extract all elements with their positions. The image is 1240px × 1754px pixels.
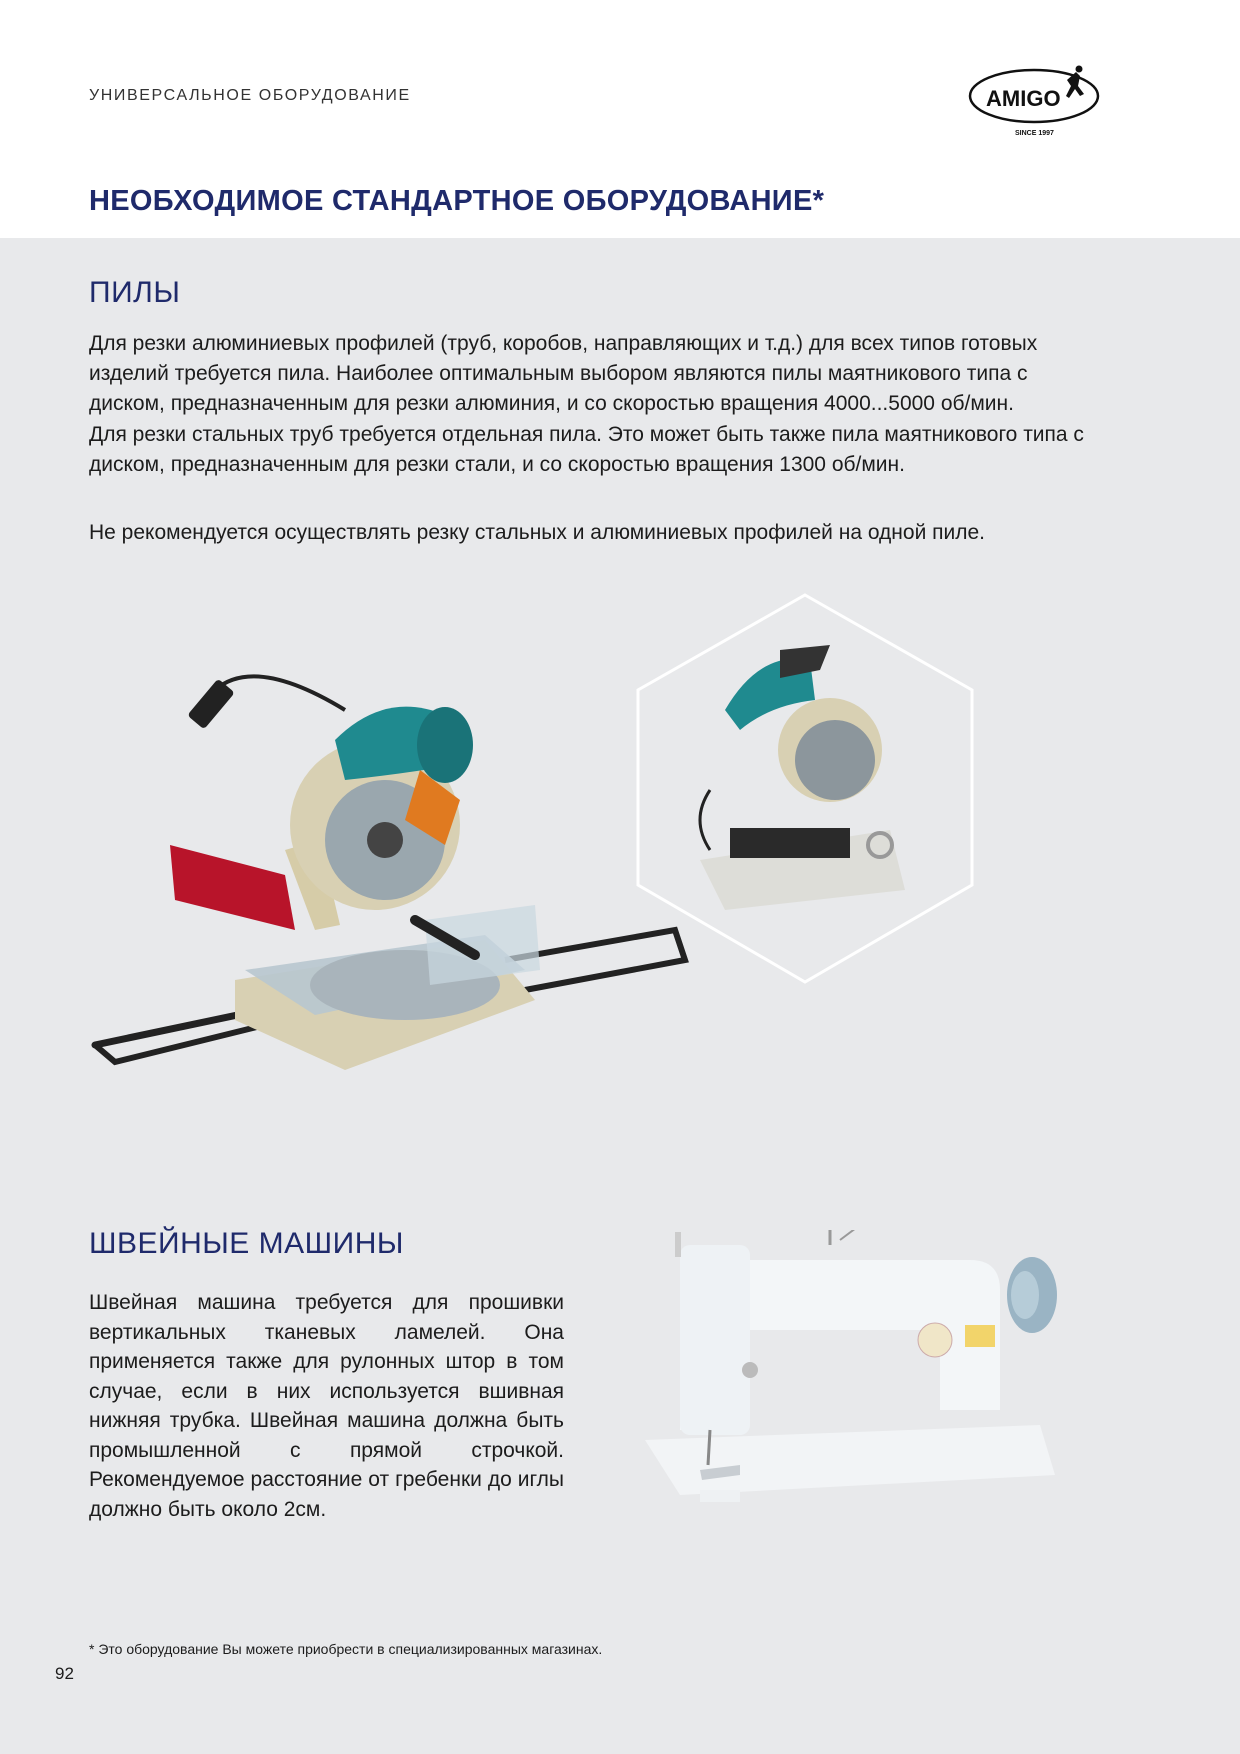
section-label: УНИВЕРСАЛЬНОЕ ОБОРУДОВАНИЕ: [89, 87, 411, 104]
sewing-machine-image: [640, 1230, 1100, 1530]
logo-tagline: SINCE 1997: [1015, 130, 1054, 137]
page-number: 92: [55, 1664, 74, 1683]
saws-paragraph-1: Для резки алюминиевых профилей (труб, коробов, направляющих и т.д.) для всех типов готовых изделий требуется пила. Наиболее оптимальным выбором являются пилы маятникового типа с диском, предназначенным для резки алюминия, и со скоростью вращения 4000...5000 об/мин.: [89, 332, 1038, 415]
amigo-logo: [968, 62, 1108, 142]
runner-icon: [1066, 72, 1084, 98]
sewing-heading: ШВЕЙНЫЕ МАШИНЫ: [89, 1227, 404, 1260]
chop-saw-image: [700, 645, 905, 910]
saws-paragraph-3: Не рекомендуется осуществлять резку стальных и алюминиевых профилей на одной пиле.: [89, 521, 986, 544]
page-title: НЕОБХОДИМОЕ СТАНДАРТНОЕ ОБОРУДОВАНИЕ*: [89, 185, 825, 217]
miter-saw-image: [85, 670, 695, 1090]
saws-paragraph-2: Для резки стальных труб требуется отдельная пила. Это может быть также пила маятникового типа с диском, предназначенным для резки стали, и со скоростью вращения 1300 об/мин.: [89, 423, 1084, 476]
hexagon-frame: [630, 590, 980, 990]
footnote: * Это оборудование Вы можете приобрести в специализированных магазинах.: [89, 1641, 603, 1657]
sewing-paragraph: Швейная машина требуется для прошивки вертикальных тканевых ламелей. Она применяется также для рулонных штор в том случае, если в них используется вшивная нижняя трубка. Швейная машина должна быть промышленной с прямой строчкой. Рекомендуемое расстояние от гребенки до иглы должно быть около 2см.: [89, 1291, 564, 1521]
saws-heading: ПИЛЫ: [89, 276, 181, 309]
logo-name: AMIGO: [986, 86, 1061, 111]
